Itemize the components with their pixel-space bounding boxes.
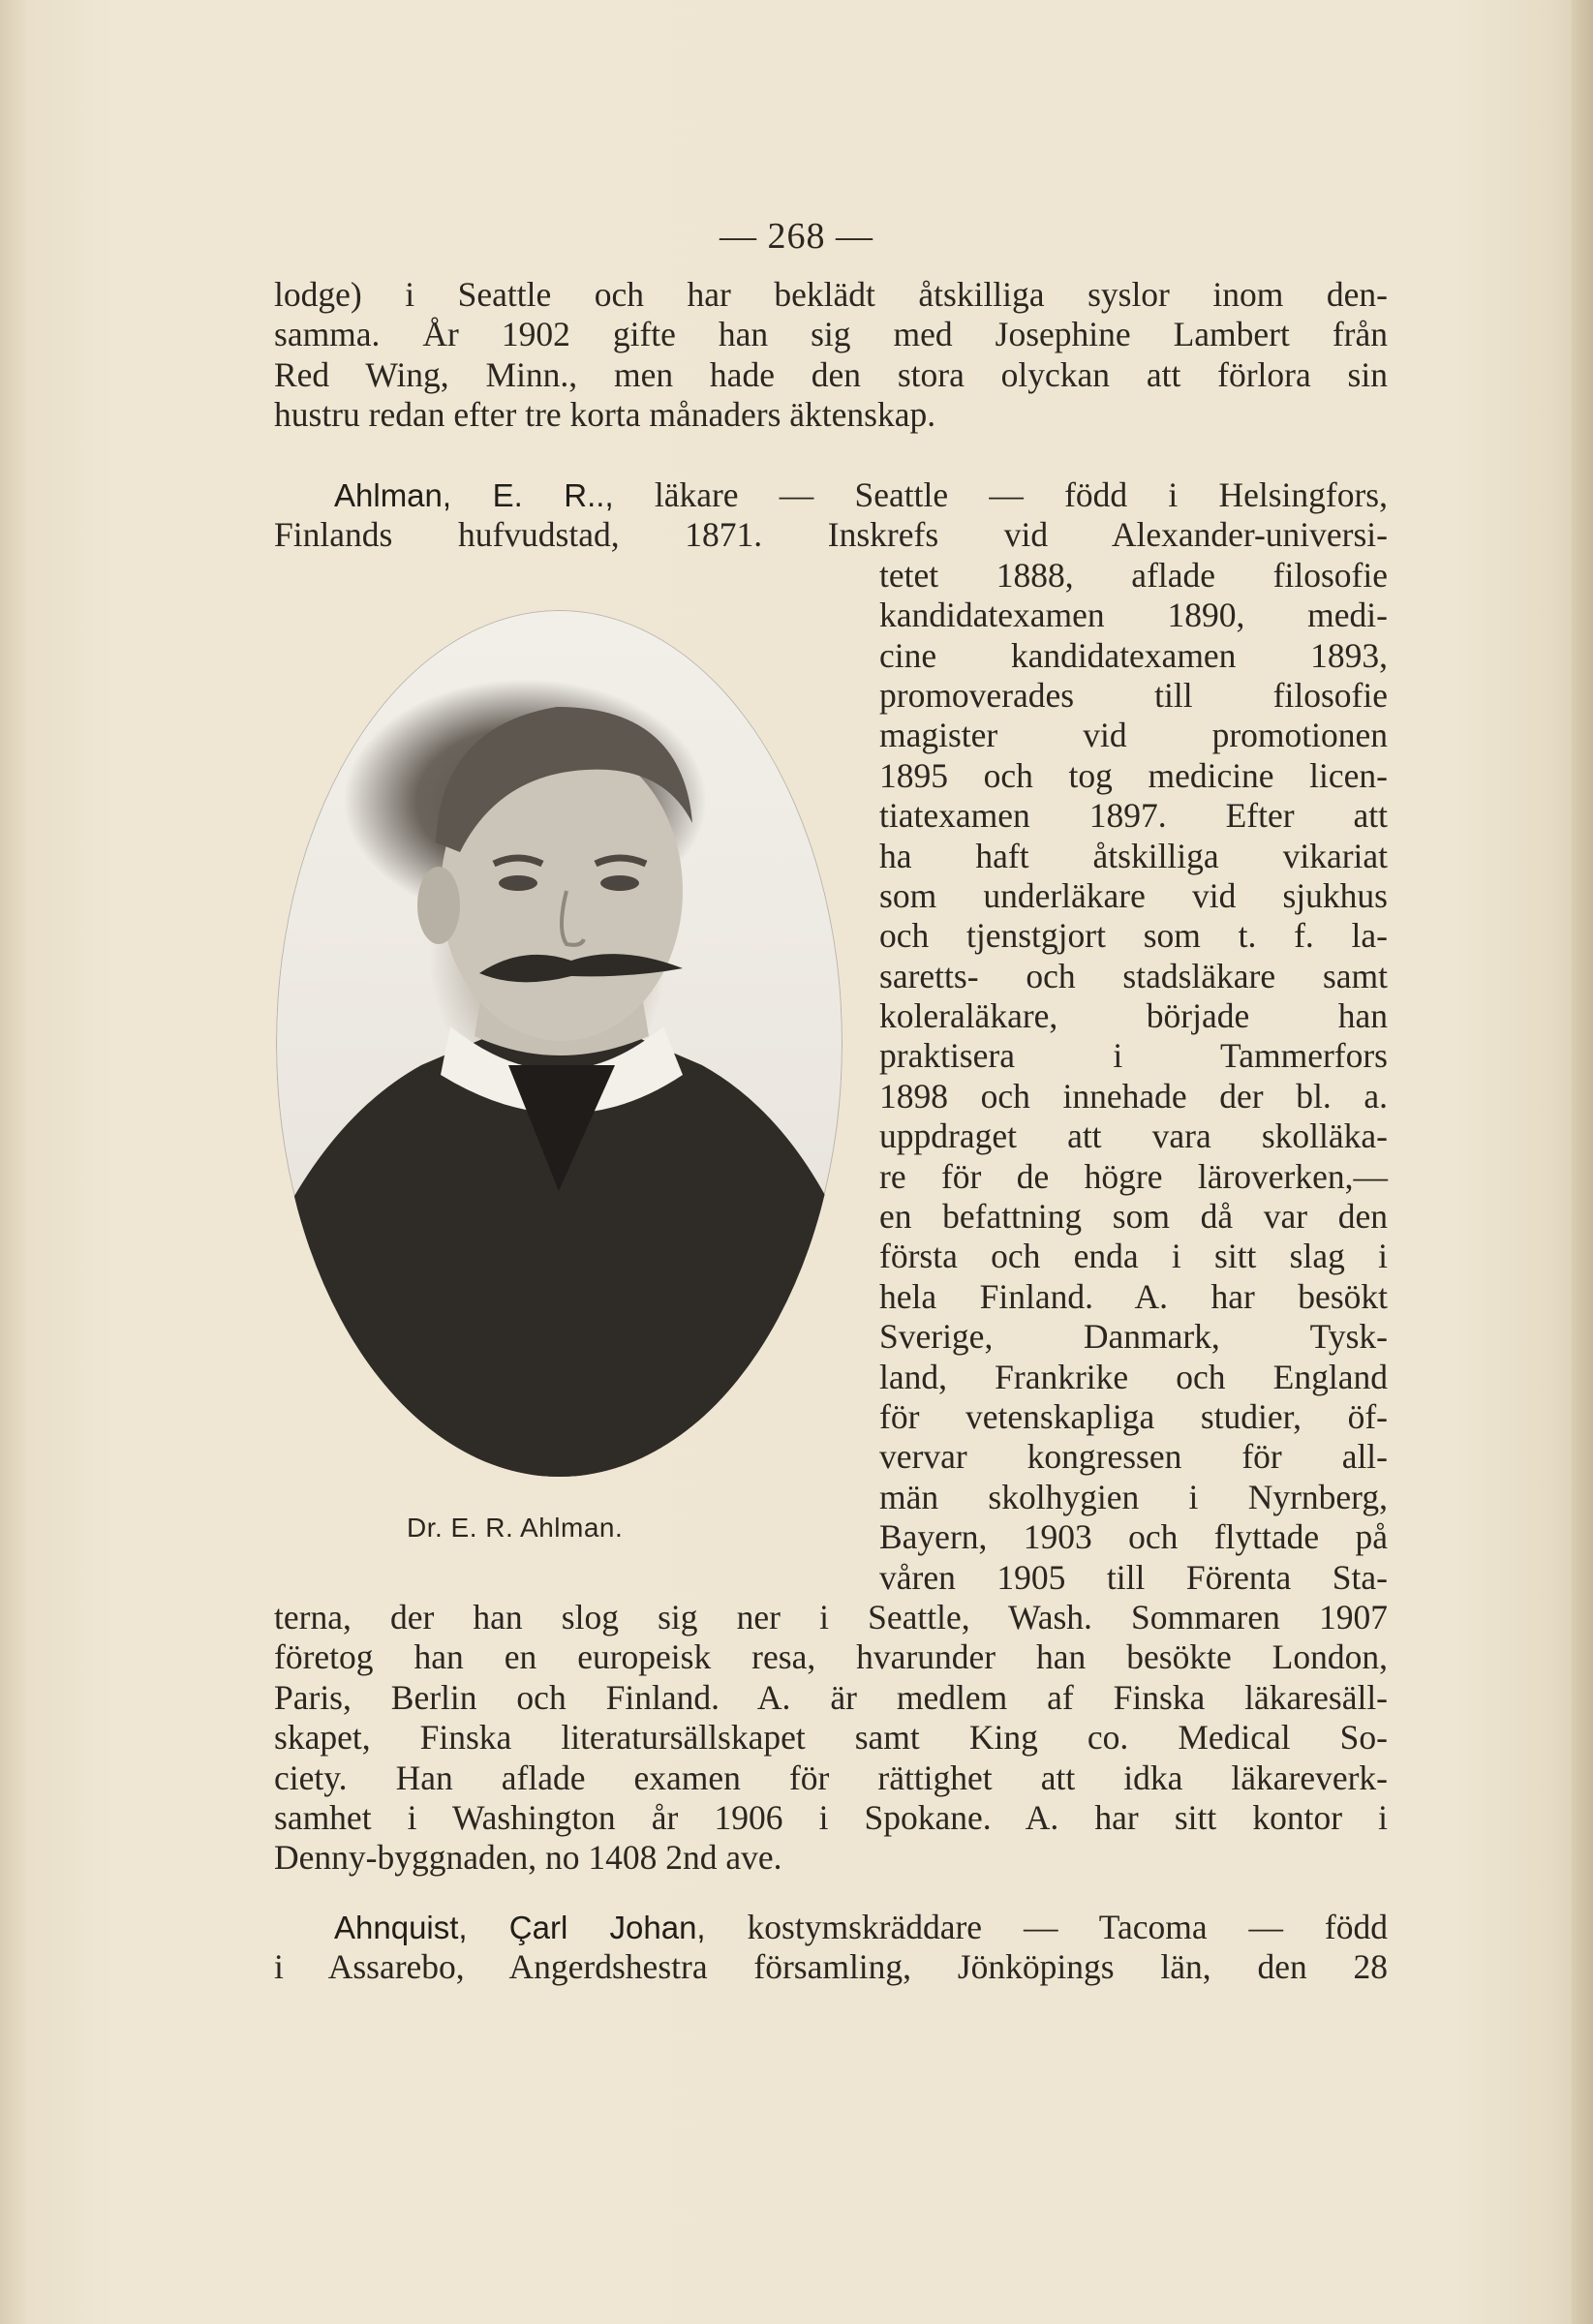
column-line: saretts- och stadsläkare samt <box>879 956 1388 995</box>
entry-first-line: Ahnquist, Çarl Johan, kostymskräddare — Tacoma — född <box>334 1908 1388 1946</box>
text-line: Red Wing, Minn., men hade den stora olyckan att förlora sin <box>274 354 1388 394</box>
column-line: våren 1905 till Förenta Sta- <box>879 1557 1388 1597</box>
column-line: promoverades till filosofie <box>879 675 1388 715</box>
column-line: cine kandidatexamen 1893, <box>879 635 1388 675</box>
text-line: samma. År 1902 gifte han sig med Josephine Lambert från <box>274 315 1388 354</box>
column-line: hela Finland. A. har besökt <box>879 1276 1388 1316</box>
column-line: uppdraget att vara skolläka- <box>879 1116 1388 1156</box>
column-line: 1895 och tog medicine licen- <box>879 755 1388 795</box>
text-line: terna, der han slog sig ner i Seattle, Wash. Sommaren 1907 <box>274 1597 1388 1636</box>
entry-ahnquist <box>274 1908 1388 1988</box>
column-line: första och enda i sitt slag i <box>879 1237 1388 1276</box>
portrait-illustration <box>276 610 842 1477</box>
page-number: — 268 — <box>720 216 873 257</box>
entry-first-line: Ahlman, E. R.., läkare — Seattle — född i Helsingfors, <box>334 475 1388 514</box>
portrait-caption: Dr. E. R. Ahlman. <box>407 1513 624 1543</box>
text-line: skapet, Finska literatursällskapet samt King co. Medical So- <box>274 1718 1388 1758</box>
text-line: hustru redan efter tre korta månaders äktenskap. <box>274 395 936 435</box>
page-edge <box>1572 0 1593 2324</box>
column-line: re för de högre läroverken,— <box>879 1156 1388 1196</box>
text-line: lodge) i Seattle och har beklädt åtskilliga syslor inom den- <box>274 275 1388 314</box>
column-line: ha haft åtskilliga vikariat <box>879 836 1388 875</box>
column-line: en befattning som då var den <box>879 1197 1388 1237</box>
column-line: land, Frankrike och England <box>879 1357 1388 1396</box>
column-line: män skolhygien i Nyrnberg, <box>879 1477 1388 1516</box>
column-line: för vetenskapliga studier, öf- <box>879 1396 1388 1436</box>
text-line: samhet i Washington år 1906 i Spokane. A. har sitt kontor i <box>274 1797 1388 1837</box>
paragraph-continued <box>274 275 1388 436</box>
text-line: företog han en europeisk resa, hvarunder han besökte London, <box>274 1637 1388 1677</box>
column-line: som underläkare vid sjukhus <box>879 875 1388 915</box>
text-line: Paris, Berlin och Finland. A. är medlem af Finska läkaresäll- <box>274 1677 1388 1717</box>
column-line: Sverige, Danmark, Tysk- <box>879 1317 1388 1357</box>
column-line: och tjenstgjort som t. f. la- <box>879 916 1388 956</box>
text-line: Finlands hufvudstad, 1871. Inskrefs vid Alexander-universi- <box>274 515 1388 555</box>
text-line: i Assarebo, Angerdshestra församling, Jönköpings län, den 28 <box>274 1947 1388 1987</box>
column-line: praktisera i Tammerfors <box>879 1036 1388 1076</box>
column-line: tetet 1888, aflade filosofie <box>879 555 1388 595</box>
column-line: 1898 och innehade der bl. a. <box>879 1076 1388 1116</box>
text-line: ciety. Han aflade examen för rättighet att idka läkareverk- <box>274 1758 1388 1797</box>
entry-name: Ahnquist, Çarl Johan, <box>334 1910 706 1945</box>
entry-name: Ahlman, E. R.., <box>334 477 614 513</box>
column-line: magister vid promotionen <box>879 716 1388 755</box>
column-line: koleraläkare, började han <box>879 996 1388 1036</box>
text-line: Denny-byggnaden, no 1408 2nd ave. <box>274 1838 782 1878</box>
portrait-photo <box>276 610 842 1477</box>
column-line: vervar kongressen för all- <box>879 1437 1388 1477</box>
column-line: Bayern, 1903 och flyttade på <box>879 1517 1388 1557</box>
column-line: kandidatexamen 1890, medi- <box>879 596 1388 635</box>
column-line: tiatexamen 1897. Efter att <box>879 796 1388 836</box>
